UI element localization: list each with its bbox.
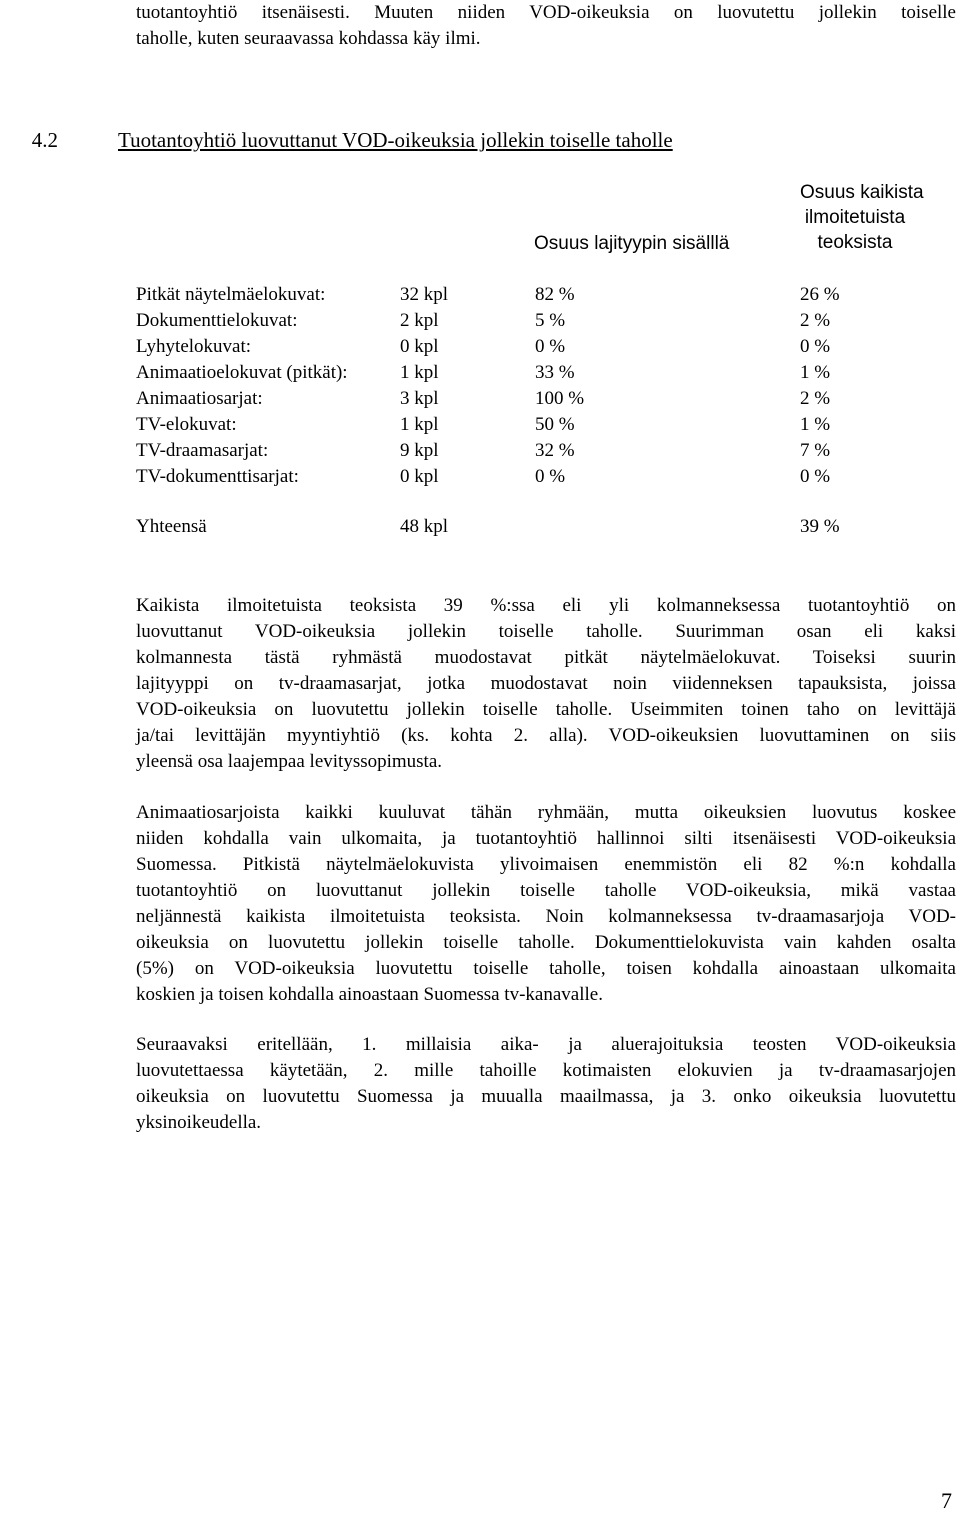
row-count: 2 kpl (400, 310, 439, 331)
body-paragraph (136, 1032, 956, 1136)
table-row (136, 466, 896, 492)
table-row (136, 310, 896, 336)
text-line: Animaatiosarjoista kaikki kuuluvat tähän ryhmään, mutta oikeuksien luovutus koskee (136, 802, 956, 823)
row-genre-share: 0 % (535, 466, 566, 487)
text-line: tuotantoyhtiö itsenäisesti. Muuten niiden VOD-oikeuksia on luovutettu jollekin toiselle (136, 2, 956, 23)
text-line: yleensä osa laajempaa levityssopimusta. (136, 751, 443, 772)
text-line: ja/tai levittäjän myyntiyhtiö (ks. kohta 2. alla). VOD-oikeuksien luovuttaminen on siis (136, 725, 956, 746)
row-category: Animaatiosarjat: (136, 388, 263, 409)
table-row (136, 388, 896, 414)
row-all-share: 1 % (800, 414, 831, 435)
column-header-genre-share: Osuus lajityypin sisälllä (534, 233, 730, 254)
body-paragraph (136, 800, 956, 1008)
row-category: Animaatioelokuvat (pitkät): (136, 362, 348, 383)
row-all-share: 7 % (800, 440, 831, 461)
text-line: tuotantoyhtiö on luovuttanut jollekin toiselle taholle VOD-oikeuksia, mikä vastaa (136, 880, 956, 901)
text-line: niiden kohdalla vain ulkomaita, ja tuotantoyhtiö hallinnoi silti itsenäisesti VOD-oikeuksia (136, 828, 956, 849)
row-all-share: 1 % (800, 362, 831, 383)
text-line: (5%) on VOD-oikeuksia luovutettu toiselle taholle, toisen kohdalla ainoastaan ulkomaita (136, 958, 956, 979)
section-heading (0, 128, 673, 153)
text-line: luovuttanut VOD-oikeuksia jollekin toiselle taholle. Suurimman osan eli kaksi (136, 621, 956, 642)
row-count: 0 kpl (400, 336, 439, 357)
row-count: 0 kpl (400, 466, 439, 487)
row-all-share: 2 % (800, 310, 831, 331)
row-genre-share: 33 % (535, 362, 575, 383)
row-all-share: 0 % (800, 466, 831, 487)
table-row (136, 284, 896, 310)
total-label: Yhteensä (136, 516, 207, 537)
row-count: 32 kpl (400, 284, 449, 305)
text-line: taholle, kuten seuraavassa kohdassa käy ilmi. (136, 28, 481, 49)
column-header-all-share: Osuus kaikista ilmoitetuista teoksista (800, 182, 924, 253)
row-category: TV-draamasarjat: (136, 440, 269, 461)
row-category: TV-dokumenttisarjat: (136, 466, 299, 487)
row-category: Dokumenttielokuvat: (136, 310, 298, 331)
total-count: 48 kpl (400, 516, 449, 537)
text-line: oikeuksia on luovutettu jollekin toiselle taholle. Dokumenttielokuvista vain kahden osalta (136, 932, 956, 953)
text-line: Suomessa. Pitkistä näytelmäelokuvista ylivoimaisen enemmistön eli 82 %:n kohdalla (136, 854, 956, 875)
table-row (136, 336, 896, 362)
text-line: kolmannesta tästä ryhmästä muodostavat pitkät näytelmäelokuvat. Toiseksi suurin (136, 647, 956, 668)
text-line: koskien ja toisen kohdalla ainoastaan Suomessa tv-kanavalle. (136, 984, 603, 1005)
text-line: lajityyppi on tv-draamasarjat, jotka muodostavat noin viidenneksen tapauksista, joissa (136, 673, 956, 694)
row-all-share: 26 % (800, 284, 840, 305)
total-all-share: 39 % (800, 516, 840, 537)
row-all-share: 0 % (800, 336, 831, 357)
row-count: 9 kpl (400, 440, 439, 461)
text-line: VOD-oikeuksia on luovutettu jollekin toiselle taholle. Useimmiten toinen taho on levittäjä (136, 699, 956, 720)
row-genre-share: 82 % (535, 284, 575, 305)
section-number: 4.2 (31, 128, 58, 152)
row-count: 3 kpl (400, 388, 439, 409)
page-number: 7 (941, 1488, 952, 1513)
text-line: oikeuksia on luovutettu Suomessa ja muualla maailmassa, ja 3. onko oikeuksia luovutettu (136, 1086, 956, 1107)
text-line: neljännestä kaikista ilmoitetuista teoksista. Noin kolmanneksessa tv-draamasarjoja VOD- (136, 906, 956, 927)
row-category: TV-elokuvat: (136, 414, 237, 435)
intro-paragraph (136, 0, 956, 52)
table-row (136, 440, 896, 466)
row-count: 1 kpl (400, 414, 439, 435)
text-line: yksinoikeudella. (136, 1112, 262, 1133)
row-genre-share: 100 % (535, 388, 585, 409)
row-genre-share: 0 % (535, 336, 566, 357)
row-count: 1 kpl (400, 362, 439, 383)
text-line: luovutettaessa käytetään, 2. mille tahoille kotimaisten elokuvien ja tv-draamasarjojen (136, 1060, 956, 1081)
row-genre-share: 32 % (535, 440, 575, 461)
table-row (136, 414, 896, 440)
row-genre-share: 50 % (535, 414, 575, 435)
table-total-row (136, 516, 896, 542)
row-all-share: 2 % (800, 388, 831, 409)
text-line: Seuraavaksi eritellään, 1. millaisia aika- ja aluerajoituksia teosten VOD-oikeuksia (136, 1034, 956, 1055)
row-genre-share: 5 % (535, 310, 566, 331)
body-paragraph (136, 593, 956, 775)
table-row (136, 362, 896, 388)
text-line: Kaikista ilmoitetuista teoksista 39 %:ssa eli yli kolmanneksessa tuotantoyhtiö on (136, 595, 956, 616)
section-title: Tuotantoyhtiö luovuttanut VOD-oikeuksia jollekin toiselle taholle (118, 128, 673, 152)
row-category: Pitkät näytelmäelokuvat: (136, 284, 326, 305)
row-category: Lyhytelokuvat: (136, 336, 252, 357)
